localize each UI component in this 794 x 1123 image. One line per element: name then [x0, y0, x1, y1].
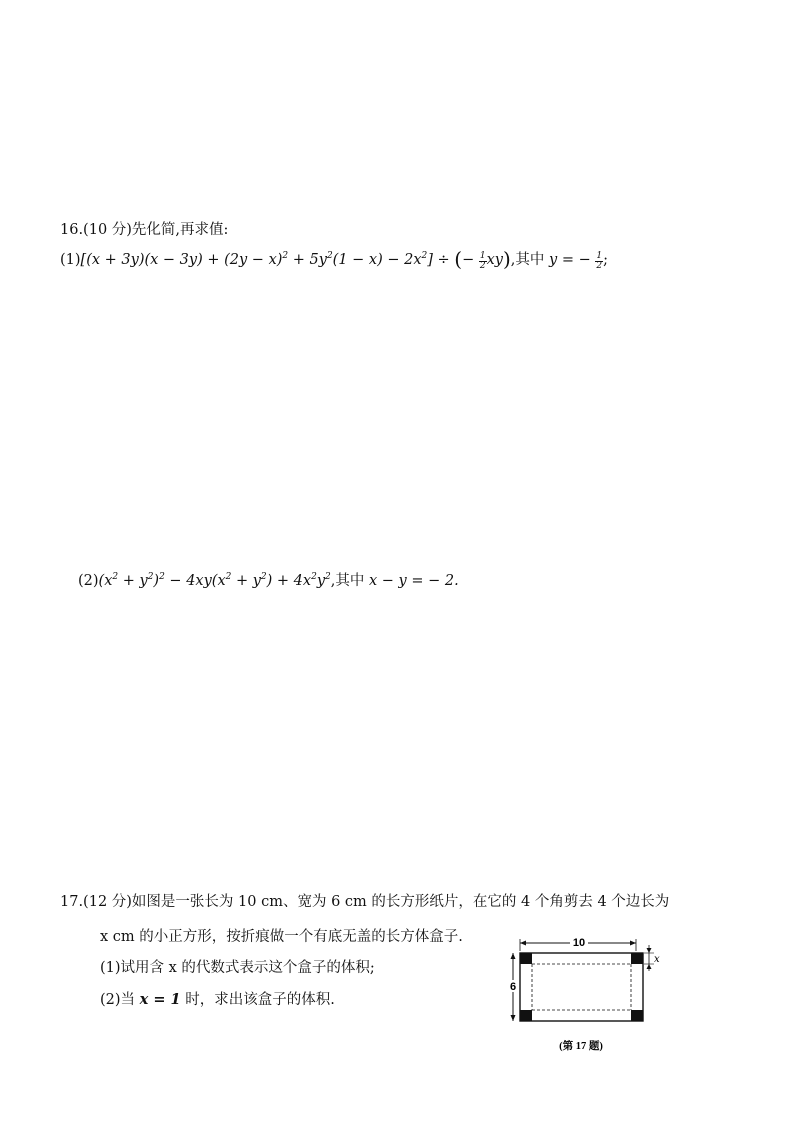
q16-part1: [60, 247, 608, 271]
corner-x-label: x: [654, 954, 660, 965]
q16-header: 16.(10 分)先化简,再求值:: [60, 222, 229, 238]
q16-part2-prefix: (2): [78, 573, 99, 589]
corner-square: [631, 953, 643, 964]
q16-part1-condition: y = − $\frac{1}{2}$: [549, 251, 603, 272]
box-figure: [508, 933, 658, 1058]
arrow-down-icon: [511, 1015, 516, 1021]
paper-rectangle: [520, 953, 643, 1021]
height-label: 6: [509, 981, 517, 993]
arrow-left-icon: [520, 941, 526, 946]
corner-square: [631, 1010, 643, 1021]
q16-part2-condition: x − y = − 2.: [368, 573, 459, 589]
q16-part1-expression: $[(x + 3y)(x - 3y) + (2y - x)^2 + 5y^2(1 - x) - 2x^2]$ ÷ (− $\frac{1}{2}$ xy): [80, 247, 511, 272]
q16-part2: [78, 569, 459, 590]
q17-sub2-math: x = 1: [139, 991, 181, 1008]
q17-sub2-suffix: 时，求出该盒子的体积.: [180, 992, 335, 1008]
q16-part1-condition-text: ,其中: [510, 252, 550, 268]
corner-square: [520, 953, 532, 964]
q17-line1: 17.(12 分)如图是一张长为 10 cm、宽为 6 cm 的长方形纸片，在它的 4 个角剪去 4 个边长为: [60, 894, 670, 910]
q16-part1-prefix: (1): [60, 252, 81, 268]
q16-part2-condition-text: ,其中: [330, 573, 369, 589]
arrow-right-icon: [630, 941, 636, 946]
q16-part2-expression: $(x^2 + y^2)^2 - 4xy(x^2 + y^2) + 4x^2y^2$: [98, 572, 331, 589]
q17-sub1: (1)试用含 x 的代数式表示这个盒子的体积;: [100, 960, 375, 976]
corner-square: [520, 1010, 532, 1021]
q17-line2: x cm 的小正方形，按折痕做一个有底无盖的长方体盒子.: [100, 929, 463, 945]
q16-part1-end: ;: [603, 252, 608, 268]
q17-sub2: [100, 988, 335, 1009]
arrow-up-icon: [511, 953, 516, 959]
width-label: 10: [572, 937, 586, 949]
figure-caption: (第 17 题): [559, 1041, 603, 1052]
q17-sub2-prefix: (2)当: [100, 992, 140, 1008]
